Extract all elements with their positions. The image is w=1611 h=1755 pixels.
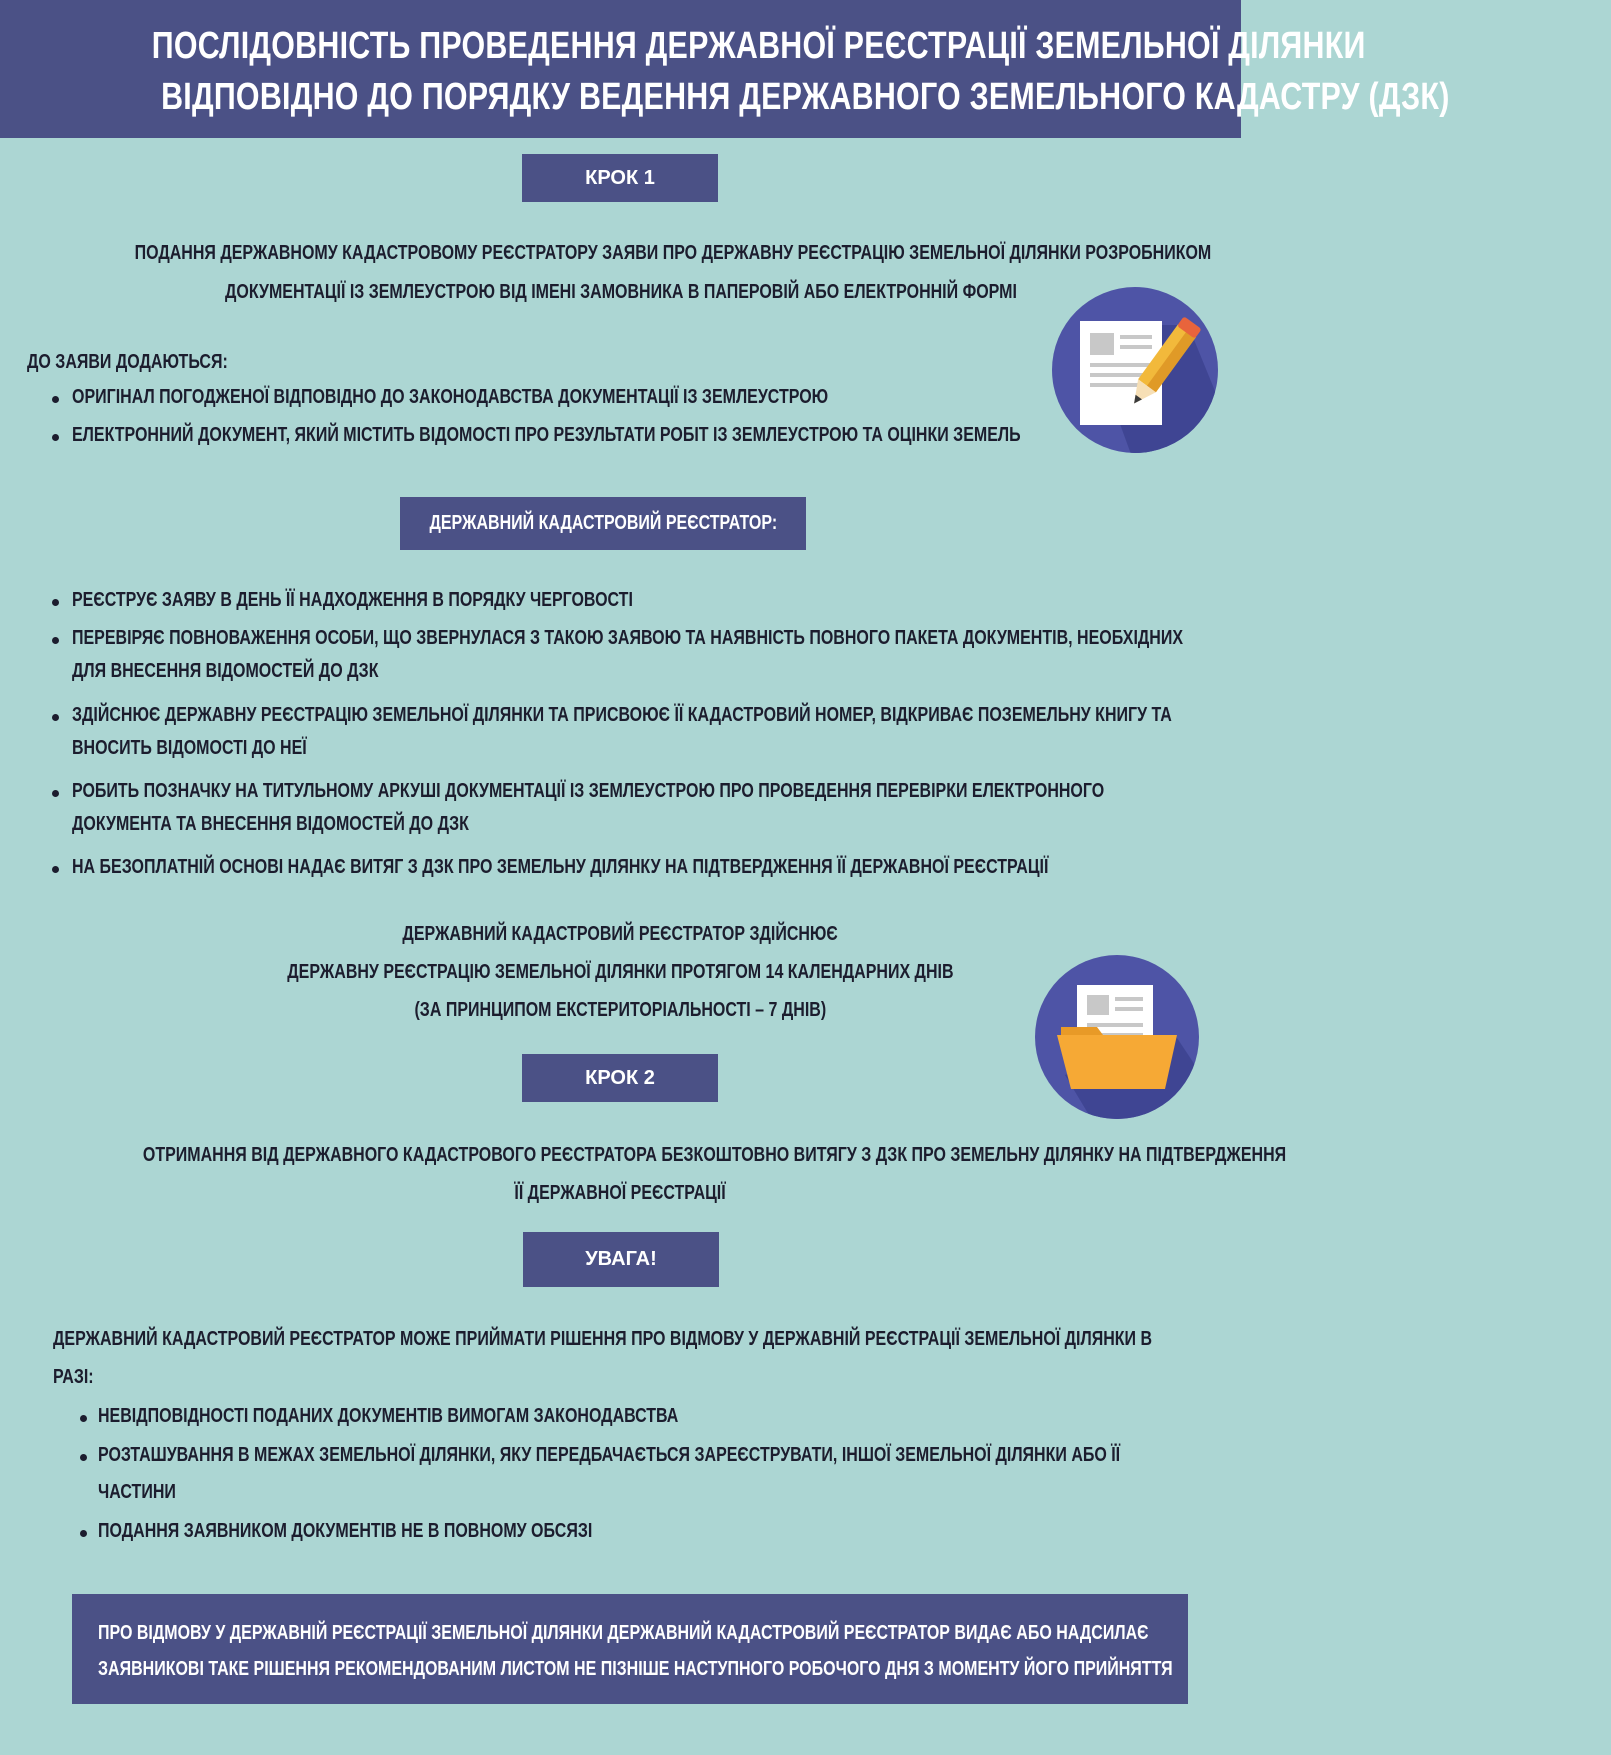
page-title-line-2: ВІДПОВІДНО ДО ПОРЯДКУ ВЕДЕННЯ ДЕРЖАВНОГО ЗЕМЕЛЬНОГО КАДАСТРУ (ДЗК) bbox=[161, 76, 1450, 118]
refusal-notice-line-2: ЗАЯВНИКОВІ ТАКЕ РІШЕННЯ РЕКОМЕНДОВАНИМ ЛИСТОМ НЕ ПІЗНІШЕ НАСТУПНОГО РОБОЧОГО ДНЯ З МОМЕНТУ ЙОГО ПРИЙНЯТТЯ bbox=[98, 1658, 1173, 1680]
bullet bbox=[80, 1530, 87, 1537]
registrar-label: ДЕРЖАВНИЙ КАДАСТРОВИЙ РЕЄСТРАТОР: bbox=[400, 497, 806, 550]
refusal-reason: ПОДАННЯ ЗАЯВНИКОМ ДОКУМЕНТІВ НЕ В ПОВНОМУ ОБСЯЗІ bbox=[98, 1520, 593, 1542]
bullet bbox=[80, 1415, 87, 1422]
warning-intro-line-1: ДЕРЖАВНИЙ КАДАСТРОВИЙ РЕЄСТРАТОР МОЖЕ ПРИЙМАТИ РІШЕННЯ ПРО ВІДМОВУ У ДЕРЖАВНІЙ РЕЄСТРАЦІЇ ЗЕМЕЛЬНОЇ ДІЛЯНКИ В bbox=[53, 1328, 1153, 1350]
registrar-duty: НА БЕЗОПЛАТНІЙ ОСНОВІ НАДАЄ ВИТЯГ З ДЗК ПРО ЗЕМЕЛЬНУ ДІЛЯНКУ НА ПІДТВЕРДЖЕННЯ ЇЇ ДЕРЖАВНОЇ РЕЄСТРАЦІЇ bbox=[72, 856, 1049, 878]
registration-term-line-1: ДЕРЖАВНИЙ КАДАСТРОВИЙ РЕЄСТРАТОР ЗДІЙСНЮЄ bbox=[402, 923, 839, 945]
bullet bbox=[52, 434, 59, 441]
step-1-description-line-2: ДОКУМЕНТАЦІЇ ІЗ ЗЕМЛЕУСТРОЮ ВІД ІМЕНІ ЗАМОВНИКА В ПАПЕРОВІЙ АБО ЕЛЕКТРОННІЙ ФОРМІ bbox=[224, 281, 1017, 303]
bullet bbox=[80, 1454, 87, 1461]
page-title-line-1: ПОСЛІДОВНІСТЬ ПРОВЕДЕННЯ ДЕРЖАВНОЇ РЕЄСТРАЦІЇ ЗЕМЕЛЬНОЇ ДІЛЯНКИ bbox=[151, 25, 1366, 67]
refusal-reason: РОЗТАШУВАННЯ В МЕЖАХ ЗЕМЕЛЬНОЇ ДІЛЯНКИ, ЯКУ ПЕРЕДБАЧАЄТЬСЯ ЗАРЕЄСТРУВАТИ, ІНШОЇ ЗЕМЕЛЬНОЇ ДІЛЯНКИ АБО ЇЇ bbox=[98, 1444, 1121, 1466]
bullet bbox=[52, 396, 59, 403]
attachments-heading: ДО ЗАЯВИ ДОДАЮТЬСЯ: bbox=[27, 351, 228, 373]
warning-intro-line-2: РАЗІ: bbox=[53, 1366, 94, 1388]
registration-term-line-2: ДЕРЖАВНУ РЕЄСТРАЦІЮ ЗЕМЕЛЬНОЇ ДІЛЯНКИ ПРОТЯГОМ 14 КАЛЕНДАРНИХ ДНІВ bbox=[287, 961, 954, 983]
step-2-description-line-2: ЇЇ ДЕРЖАВНОЇ РЕЄСТРАЦІЇ bbox=[514, 1182, 727, 1204]
bullet bbox=[52, 599, 59, 606]
document-folder-icon bbox=[1035, 955, 1199, 1119]
bullet bbox=[52, 866, 59, 873]
bullet bbox=[52, 637, 59, 644]
registrar-duty: ПЕРЕВІРЯЄ ПОВНОВАЖЕННЯ ОСОБИ, ЩО ЗВЕРНУЛАСЯ З ТАКОЮ ЗАЯВОЮ ТА НАЯВНІСТЬ ПОВНОГО ПАКЕТА ДОКУМЕНТІВ, НЕОБХІДНИХ bbox=[72, 627, 1184, 649]
registrar-duty: ЗДІЙСНЮЄ ДЕРЖАВНУ РЕЄСТРАЦІЮ ЗЕМЕЛЬНОЇ ДІЛЯНКИ ТА ПРИСВОЮЄ ЇЇ КАДАСТРОВИЙ НОМЕР, ВІДКРИВАЄ ПОЗЕМЕЛЬНУ КНИГУ ТА bbox=[72, 704, 1172, 726]
registrar-duty-continued: ДЛЯ ВНЕСЕННЯ ВІДОМОСТЕЙ ДО ДЗК bbox=[72, 660, 379, 682]
bullet bbox=[52, 790, 59, 797]
attachment-item: ОРИГІНАЛ ПОГОДЖЕНОЇ ВІДПОВІДНО ДО ЗАКОНОДАВСТВА ДОКУМЕНТАЦІЇ ІЗ ЗЕМЛЕУСТРОЮ bbox=[72, 386, 829, 408]
refusal-reason: НЕВІДПОВІДНОСТІ ПОДАНИХ ДОКУМЕНТІВ ВИМОГАМ ЗАКОНОДАВСТВА bbox=[98, 1405, 679, 1427]
refusal-reason-continued: ЧАСТИНИ bbox=[98, 1481, 176, 1503]
page-header bbox=[0, 0, 1450, 138]
registration-term-line-3: (ЗА ПРИНЦИПОМ ЕКСТЕРИТОРІАЛЬНОСТІ – 7 ДНІВ) bbox=[414, 999, 827, 1021]
registrar-duty-continued: ДОКУМЕНТА ТА ВНЕСЕННЯ ВІДОМОСТЕЙ ДО ДЗК bbox=[72, 813, 469, 835]
registrar-duty: РОБИТЬ ПОЗНАЧКУ НА ТИТУЛЬНОМУ АРКУШІ ДОКУМЕНТАЦІЇ ІЗ ЗЕМЛЕУСТРОЮ ПРО ПРОВЕДЕННЯ ПЕРЕВІРКИ ЕЛЕКТРОННОГО bbox=[72, 780, 1105, 802]
registrar-duty: РЕЄСТРУЄ ЗАЯВУ В ДЕНЬ ЇЇ НАДХОДЖЕННЯ В ПОРЯДКУ ЧЕРГОВОСТІ bbox=[72, 589, 633, 611]
step-1-label: КРОК 1 bbox=[522, 154, 718, 202]
attachment-item: ЕЛЕКТРОННИЙ ДОКУМЕНТ, ЯКИЙ МІСТИТЬ ВІДОМОСТІ ПРО РЕЗУЛЬТАТИ РОБІТ ІЗ ЗЕМЛЕУСТРОЮ ТА ОЦІНКИ ЗЕМЕЛЬ bbox=[72, 424, 1021, 446]
refusal-notice-line-1: ПРО ВІДМОВУ У ДЕРЖАВНІЙ РЕЄСТРАЦІЇ ЗЕМЕЛЬНОЇ ДІЛЯНКИ ДЕРЖАВНИЙ КАДАСТРОВИЙ РЕЄСТРАТОР ВИДАЄ АБО НАДСИЛАЄ bbox=[98, 1622, 1149, 1644]
step-1-description-line-1: ПОДАННЯ ДЕРЖАВНОМУ КАДАСТРОВОМУ РЕЄСТРАТОРУ ЗАЯВИ ПРО ДЕРЖАВНУ РЕЄСТРАЦІЮ ЗЕМЕЛЬНОЇ ДІЛЯНКИ РОЗРОБНИКОМ bbox=[134, 242, 1212, 264]
document-pencil-icon bbox=[1052, 287, 1218, 453]
refusal-notice-box bbox=[72, 1594, 1188, 1704]
warning-label: УВАГА! bbox=[523, 1232, 719, 1287]
step-2-label: КРОК 2 bbox=[522, 1054, 718, 1102]
step-2-description-line-1: ОТРИМАННЯ ВІД ДЕРЖАВНОГО КАДАСТРОВОГО РЕЄСТРАТОРА БЕЗКОШТОВНО ВИТЯГУ З ДЗК ПРО ЗЕМЕЛЬНУ ДІЛЯНКУ НА ПІДТВЕРДЖЕННЯ bbox=[142, 1144, 1287, 1166]
registrar-duty-continued: ВНОСИТЬ ВІДОМОСТІ ДО НЕЇ bbox=[72, 737, 307, 759]
bullet bbox=[52, 714, 59, 721]
